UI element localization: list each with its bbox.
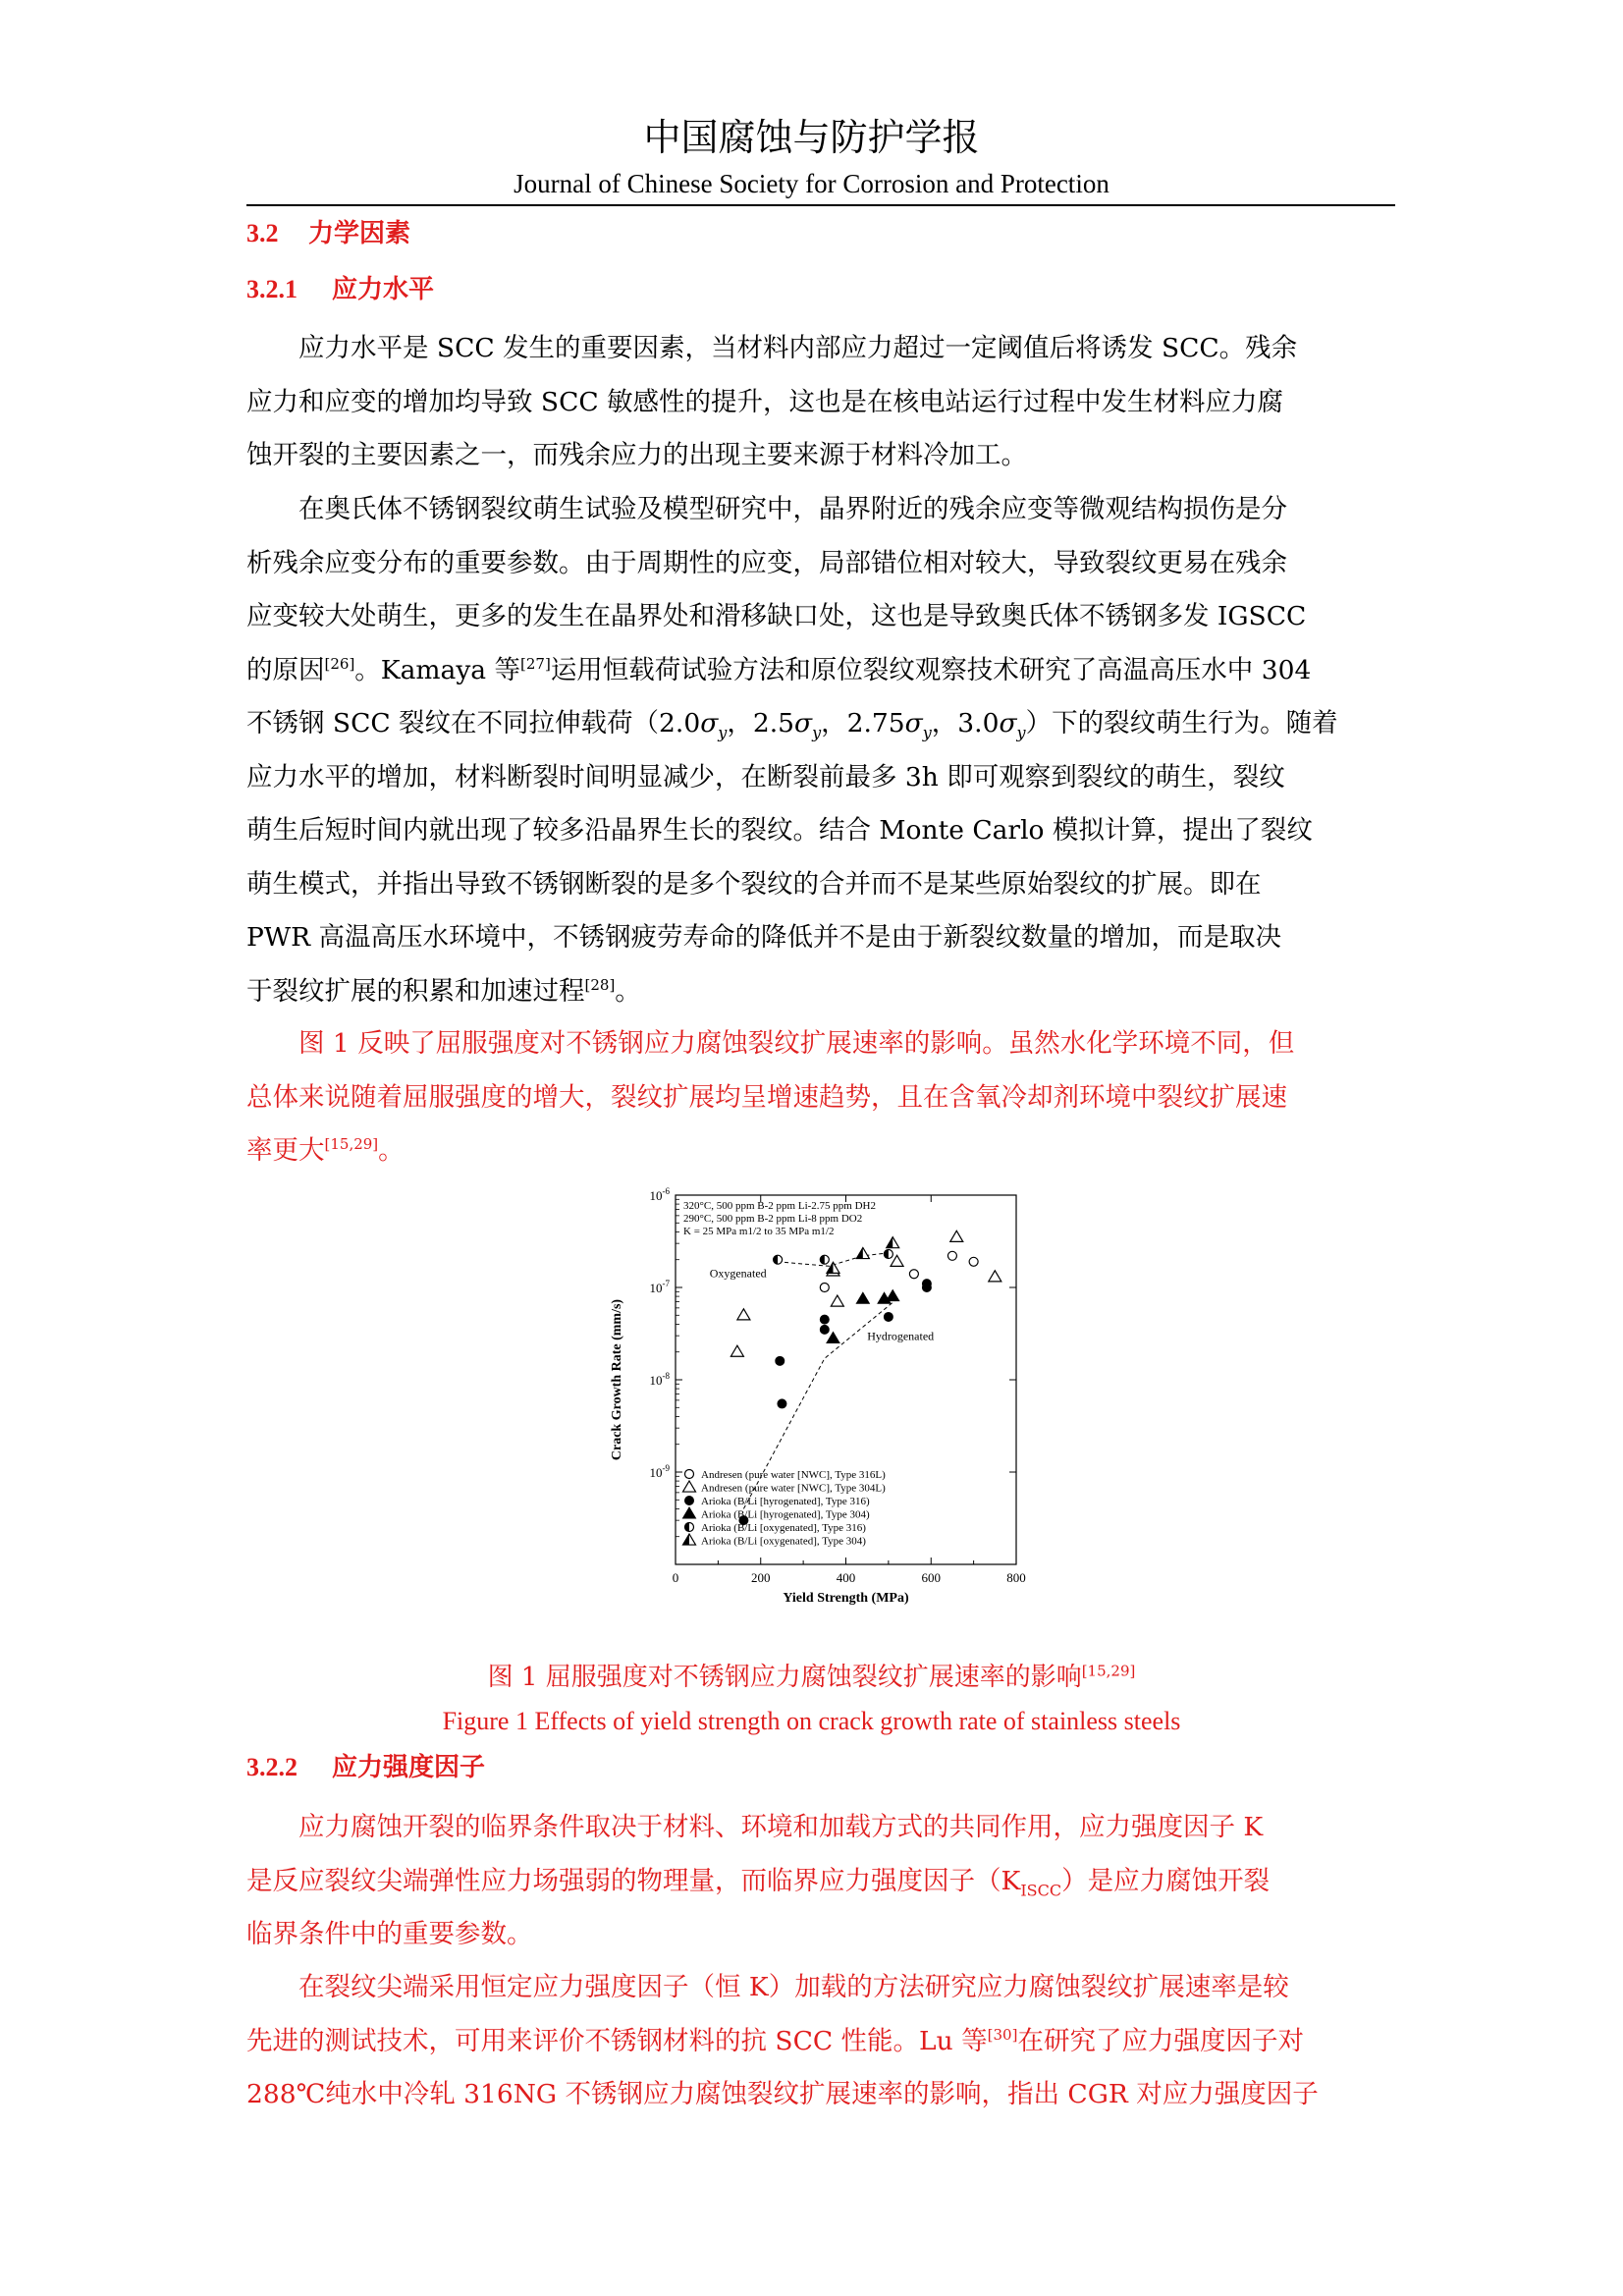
text-line: 于裂纹扩展的积累和加速过程[28]。 [246,975,641,1007]
journal-title-en: Journal of Chinese Society for Corrosion and Protection [514,169,1109,198]
x-tick-label: 800 [1006,1570,1026,1585]
legend-label: Arioka (B/Li [hyrogenated], Type 304) [701,1508,870,1521]
legend-label: Andresen (pure water [NWC], Type 304L) [701,1482,886,1495]
data-point-series-2 [778,1399,786,1408]
citation: [15,29] [324,1135,379,1154]
section-number: 3.2 [246,219,279,247]
text-line: 应力和应变的增加均导致 SCC 敏感性的提升，这也是在核电站运行过程中发生材料应力腐 [246,386,1284,417]
paragraph-yield-strength [246,1017,1395,1178]
legend-marker-5-fill [683,1534,690,1545]
annotation-hydrogenated: Hydrogenated [867,1329,935,1343]
paragraph-crack-initiation [246,483,1395,1018]
data-point-series-2 [922,1280,931,1288]
text-line: 萌生模式，并指出导致不锈钢断裂的是多个裂纹的合并而不是某些原始裂纹的扩展。即在 [246,868,1262,900]
legend-label: Andresen (pure water [NWC], Type 316L) [701,1469,886,1481]
data-point-series-3 [887,1290,899,1301]
citation: [26] [324,654,355,673]
legend-marker-2 [685,1497,694,1505]
y-tick-label: $10^{-7}$ [649,1279,670,1295]
data-point-series-0 [969,1257,978,1266]
text-line: 应力水平的增加，材料断裂时间明显减少，在断裂前最多 3h 即可观察到裂纹的萌生，裂纹 [246,761,1285,793]
section-title: 应力强度因子 [332,1753,486,1782]
data-point-series-2 [884,1312,893,1321]
paragraph-constant-k [246,1961,1395,2122]
data-point-series-0 [947,1251,956,1260]
data-point-series-2 [820,1325,829,1334]
figure-caption-en: Figure 1 Effects of yield strength on crack growth rate of stainless steels [442,1707,1181,1735]
journal-title-cn: 中国腐蚀与防护学报 [643,116,980,159]
paragraph-stress-intensity [246,1801,1395,1962]
text-line: 288℃纯水中冷轧 316NG 不锈钢应力腐蚀裂纹扩展速率的影响，指出 CGR 对应力强度因子 [246,2079,1319,2109]
figure-1-chart [599,1183,1041,1635]
citation: [27] [520,654,551,673]
data-point-series-0 [909,1270,918,1279]
condition-note: K = 25 MPa m1/2 to 35 MPa m1/2 [683,1226,835,1237]
section-title: 应力水平 [332,275,435,304]
header-rule [246,204,1395,206]
text-line: 先进的测试技术，可用来评价不锈钢材料的抗 SCC 性能。Lu 等[30]在研究了应力强度因子对 [246,2025,1304,2056]
section-number: 3.2.1 [246,275,298,303]
section-number: 3.2.2 [246,1753,298,1781]
data-point-series-3 [856,1292,869,1303]
data-point-series-3 [827,1332,839,1342]
data-point-series-1 [730,1345,743,1356]
data-point-series-1 [737,1309,750,1320]
y-axis-label: Crack Growth Rate (mm/s) [610,1298,624,1461]
legend-label: Arioka (B/Li [hyrogenated], Type 316) [701,1496,870,1507]
y-tick-label: $10^{-9}$ [649,1463,670,1480]
annotation-oxygenated: Oxygenated [709,1266,767,1281]
data-point-series-0 [820,1284,829,1292]
citation: [28] [584,975,616,994]
legend-marker-1 [683,1481,696,1492]
section-heading-3-2 [246,214,410,253]
citation: [15,29] [1081,1662,1136,1680]
text-line: 不锈钢 SCC 裂纹在不同拉伸载荷（$2.0\sigma_y$，$2.5\sigma_y$，$2.75\sigma_y$，$3.0\sigma_y$）下的裂纹萌生行为。随着 [246,708,1338,742]
section-title: 力学因素 [308,219,411,248]
text-line: 率更大[15,29]。 [246,1135,405,1166]
x-tick-label: 0 [672,1570,679,1585]
text-line: 应变较大处萌生，更多的发生在晶界处和滑移缺口处，这也是导致奥氏体不锈钢多发 IGSCC [246,601,1307,631]
condition-note: 290°C, 500 ppm B-2 ppm Li-8 ppm DO2 [683,1213,863,1225]
data-point-series-1 [989,1271,1001,1282]
trend-line [778,1252,893,1266]
section-heading-3-2-1 [246,270,434,309]
section-heading-3-2-2 [246,1748,485,1787]
text-line: 萌生后短时间内就出现了较多沿晶界生长的裂纹。结合 Monte Carlo 模拟计算，提出了裂纹 [246,815,1313,846]
x-tick-label: 200 [751,1570,771,1585]
text-line: 的原因[26]。Kamaya 等[27]运用恒载荷试验方法和原位裂纹观察技术研究了高温高压水中 304 [246,654,1312,685]
text-line: 应力腐蚀开裂的临界条件取决于材料、环境和加载方式的共同作用，应力强度因子 K [246,1812,1264,1842]
x-tick-label: 600 [921,1570,941,1585]
text-line: 应力水平是 SCC 发生的重要因素，当材料内部应力超过一定阈值后将诱发 SCC。残余 [246,333,1298,363]
figure-caption-cn: 图 1 屈服强度对不锈钢应力腐蚀裂纹扩展速率的影响[15,29] [487,1662,1136,1692]
data-point-series-1 [831,1295,843,1306]
data-point-series-2 [776,1356,784,1365]
text-line: PWR 高温高压水环境中，不锈钢疲劳寿命的降低并不是由于新裂纹数量的增加，而是取决 [246,922,1281,953]
citation: [30] [987,2025,1018,2044]
x-axis-label: Yield Strength (MPa) [783,1591,909,1606]
y-tick-label: $10^{-6}$ [649,1186,670,1203]
text-line: 在裂纹尖端采用恒定应力强度因子（恒 K）加载的方法研究应力腐蚀裂纹扩展速率是较 [246,1972,1289,2002]
text-line: 图 1 反映了屈服强度对不锈钢应力腐蚀裂纹扩展速率的影响。虽然水化学环境不同，但 [246,1028,1295,1059]
text-line: 蚀开裂的主要因素之一，而残余应力的出现主要来源于材料冷加工。 [246,440,1027,470]
x-tick-label: 400 [836,1570,856,1585]
condition-note: 320°C, 500 ppm B-2 ppm Li-2.75 ppm DH2 [683,1200,876,1212]
legend-label: Arioka (B/Li [oxygenated], Type 316) [701,1522,866,1534]
text-line: 是反应裂纹尖端弹性应力场强弱的物理量，而临界应力强度因子$(K_{ISCC})$是应力腐蚀开裂 [246,1865,1271,1899]
text-line: 临界条件中的重要参数。 [246,1919,533,1949]
data-point-series-1 [950,1230,963,1241]
legend-marker-0 [685,1470,694,1479]
legend-marker-3 [683,1507,696,1518]
text-line: 析残余应变分布的重要参数。由于周期性的应变，局部错位相对较大，导致裂纹更易在残余 [246,547,1287,578]
y-tick-label: $10^{-8}$ [649,1371,670,1388]
text-line: 在奥氏体不锈钢裂纹萌生试验及模型研究中，晶界附近的残余应变等微观结构损伤是分 [246,494,1287,524]
data-point-series-2 [820,1315,829,1324]
text-line: 总体来说随着屈服强度的增大，裂纹扩展均呈增速趋势，且在含氧冷却剂环境中裂纹扩展速 [246,1081,1287,1113]
paragraph-stress-level [246,322,1395,483]
legend-label: Arioka (B/Li [oxygenated], Type 304) [701,1535,866,1548]
